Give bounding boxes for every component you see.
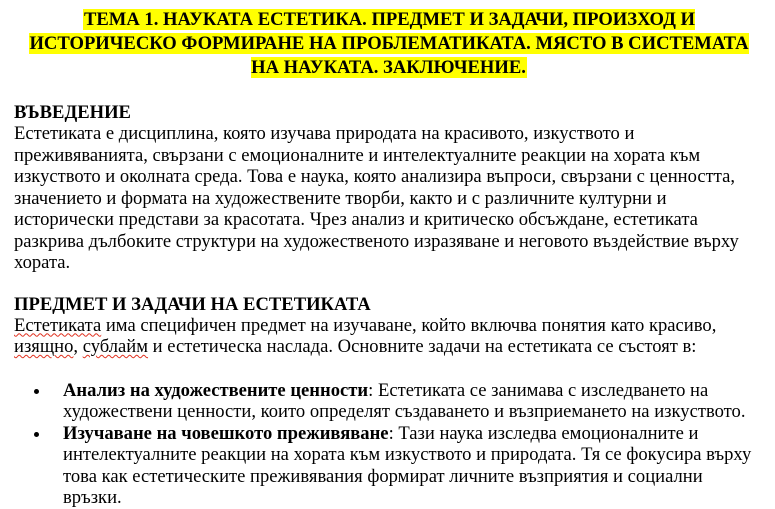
list-item-bold-label: Анализ на художествените ценности: [63, 379, 369, 401]
section-subject-and-tasks: [14, 294, 764, 509]
section-heading-subject-and-tasks: ПРЕДМЕТ И ЗАДАЧИ НА ЕСТЕТИКАТА: [14, 293, 371, 315]
paragraph-text: и естетическа наслада. Основните задачи на естетиката се състоят в:: [148, 336, 697, 357]
title-highlight: ТЕМА 1. НАУКАТА ЕСТЕТИКА. ПРЕДМЕТ И ЗАДАЧИ, ПРОИЗХОД И ИСТОРИЧЕСКО ФОРМИРАНЕ НА ПРОБЛЕМАТИКАТА. МЯСТО В СИСТЕМАТА НА НАУКАТА. ЗАКЛЮЧЕНИЕ.: [29, 9, 749, 78]
subject-paragraph: [14, 315, 764, 358]
list-item-text: : Естетиката се занимава с изследването на художествени ценности, които определят създаването и възприемането на изкуството.: [63, 379, 746, 422]
spellcheck-word[interactable]: сублайм: [82, 336, 149, 357]
document-title: [14, 8, 764, 80]
section-introduction: [14, 102, 764, 274]
section-heading-introduction: ВЪВЕДЕНИЕ: [14, 102, 131, 123]
list-item: [14, 423, 764, 509]
spellcheck-word[interactable]: Естетиката: [14, 314, 102, 336]
spellcheck-word[interactable]: изящно: [14, 336, 74, 357]
tasks-bullet-list: [14, 380, 764, 509]
list-item-text: : Тази наука изследва емоционалните и интелектуалните реакции на хората към изкуството и природата. Тя се фокусира върху това как естетическите преживявания формират личните възприятия и социални връзки.: [63, 422, 752, 508]
paragraph-text: има специфичен предмет на изучаване, който включва понятия като красиво,: [101, 314, 717, 336]
bullet-dot-icon: [34, 432, 39, 437]
document-page: [14, 8, 764, 509]
bullet-dot-icon: [34, 389, 39, 394]
list-item-bold-label: Изучаване на човешкото преживяване: [63, 422, 389, 444]
paragraph-text: ,: [73, 336, 83, 357]
list-item: [14, 380, 764, 423]
introduction-paragraph: Естетиката е дисциплина, която изучава природата на красивото, изкуството и преживяванията, свързани с емоционалните и интелектуалните реакции на хората към изкуството и околната среда. Това е наука, която анализира въпроси, свързани с ценността, значението и формата на художествените творби, както и с различните културни и исторически представи за красотата. Чрез анализ и критическо обсъждане, естетиката разкрива дълбоките структури на художественото изразяване и неговото въздействие върху хората.: [14, 123, 739, 273]
